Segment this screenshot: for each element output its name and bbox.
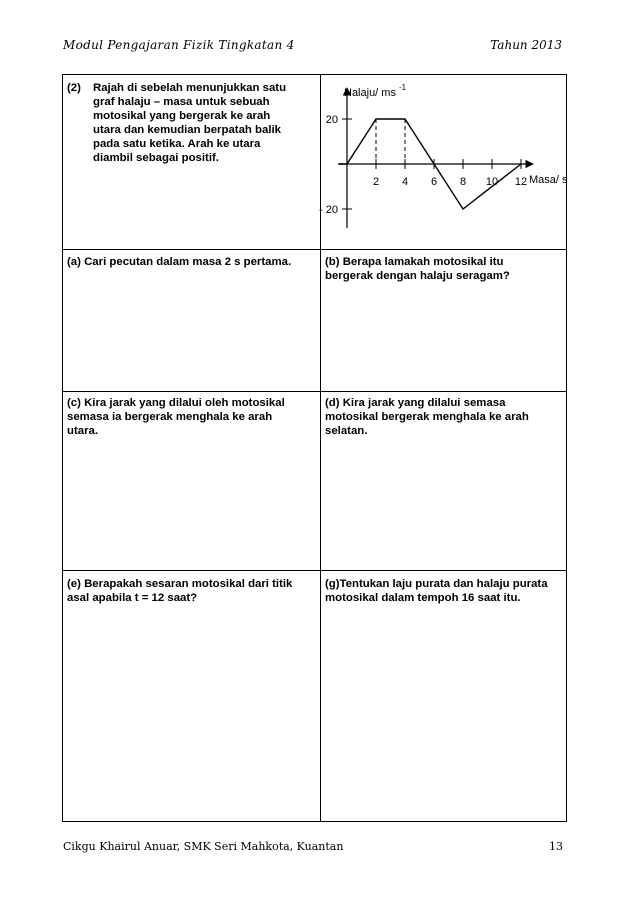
header-year: Tahun 2013 <box>490 38 562 52</box>
x-tick-label: 4 <box>401 176 409 188</box>
question-e: (e) Berapakah sesaran motosikal dari titik asal apabila t = 12 saat? <box>67 578 293 604</box>
page-number: 13 <box>549 840 563 853</box>
intro-question-number: (2) <box>67 82 81 94</box>
question-g: (g)Tentukan laju purata dan halaju purata motosikal dalam tempoh 16 saat itu. <box>325 578 548 604</box>
question-b: (b) Berapa lamakah motosikal itu bergerak dengan halaju seragam? <box>325 256 510 282</box>
question-c: (c) Kira jarak yang dilalui oleh motosikal semasa ia bergerak menghala ke arah utara. <box>67 397 285 437</box>
x-tick-label: 10 <box>485 176 499 188</box>
y-tick-label: 20 <box>325 114 338 126</box>
footer-author: Cikgu Khairul Anuar, SMK Seri Mahkota, Kuantan <box>63 840 344 853</box>
x-tick-label: 8 <box>459 176 467 188</box>
y-axis-label-superscript: -1 <box>399 83 407 92</box>
intro-question-text: Rajah di sebelah menunjukkan satu graf halaju – masa untuk sebuah motosikal yang bergerak ke arah utara dan kemudian berpatah balik pada satu ketika. Arah ke utara diambil sebagai positif. <box>93 82 287 164</box>
x-tick-label: 6 <box>430 176 438 188</box>
y-axis-label: Halaju/ ms <box>344 87 396 99</box>
y-tick-label: - 20 <box>319 204 338 216</box>
question-d: (d) Kira jarak yang dilalui semasa motosikal bergerak menghala ke arah selatan. <box>325 397 529 437</box>
table-row-divider <box>62 391 567 392</box>
x-axis-label: Masa/ s <box>529 174 568 186</box>
header-module-title: Modul Pengajaran Fizik Tingkatan 4 <box>63 38 295 52</box>
x-tick-label: 2 <box>372 176 380 188</box>
velocity-time-chart <box>318 76 573 248</box>
x-tick-label: 12 <box>514 176 528 188</box>
table-row-divider <box>62 570 567 571</box>
question-a: (a) Cari pecutan dalam masa 2 s pertama. <box>67 256 292 268</box>
table-row-divider <box>62 249 567 250</box>
